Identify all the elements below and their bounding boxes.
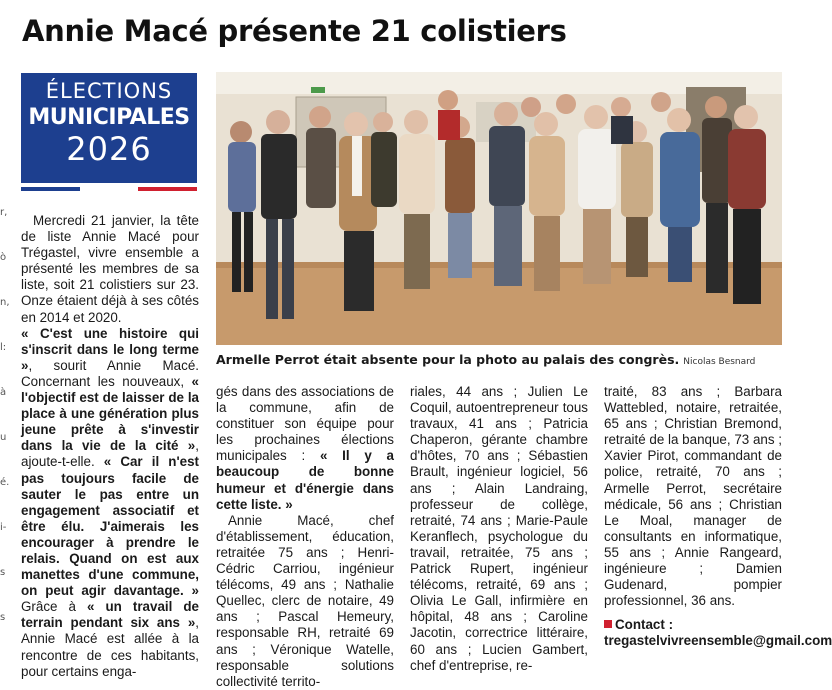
quote-paragraph — [21, 326, 199, 680]
elections-badge — [21, 73, 197, 183]
quote-1: « C'est une histoire qui s'inscrit dans le long terme » — [21, 325, 199, 373]
edge-fragment: n, — [0, 297, 10, 308]
badge-line2: MUNICIPALES — [28, 105, 190, 130]
quote-2: « l'objectif est de laisser de la place à une génération plus jeune prête à s'investir dans la vie de la cité » — [21, 373, 199, 454]
article-column-1 — [21, 213, 199, 680]
text-4: , Annie Macé est allée à la rencontre de ces habitants, pour certains enga- — [21, 615, 199, 679]
edge-fragment: ò — [0, 252, 7, 263]
contact-text: Contact : tregastelvivreensemble@gmail.com — [604, 617, 832, 649]
edge-fragment: l: — [0, 342, 7, 353]
intro-paragraph: Mercredi 21 janvier, la tête de liste Annie Macé pour Trégastel, vivre ensemble a présenté les membres de sa liste, soit 21 colistiers sur 23. Onze étaient déjà à ses côtés en 2014 et 2020. — [21, 213, 199, 325]
edge-fragment: à — [0, 387, 7, 398]
red-square-icon — [604, 620, 612, 628]
col2-quote: « Il y a beaucoup de bonne humeur et d'énergie dans cette liste. » — [216, 448, 394, 512]
contact-line — [604, 617, 832, 649]
tricolor-stripe — [21, 187, 197, 191]
stripe-blue — [21, 187, 80, 191]
col4-paragraph: traité, 83 ans ; Barbara Wattebled, notaire, retraitée, 65 ans ; Christian Bremond, retraité de la banque, 73 ans ; Xavier Pirot, commandant de police, retraité, 70 ans ; Armelle Perrot, secrétaire médicale, 56 ans ; Christian Le Moal, manager de consultants en informatique, 55 ans ; Annie Rangeard, ingénieure ; Damien Gudenard, pompier professionnel, 36 ans. — [604, 384, 782, 609]
caption-text: Armelle Perrot était absente pour la photo au palais des congrès. — [216, 352, 680, 367]
edge-fragment: r, — [0, 207, 8, 218]
stripe-white — [80, 187, 139, 191]
text-3: Grâce à — [21, 599, 87, 615]
badge-line1: ÉLECTIONS — [45, 79, 173, 103]
edge-fragment: s — [0, 612, 6, 623]
col2-paragraph-2: Annie Macé, chef d'établissement, éducation, retraitée 75 ans ; Henri-Cédric Carriou, ingénieur télécoms, 49 ans ; Nathalie Quellec, clerc de notaire, 49 ans ; Pascal Hemeury, responsable RH, retraité 69 ans ; Véronique Watelle, responsable solutions collectivité territo- — [216, 512, 394, 689]
article-column-3 — [410, 384, 588, 674]
edge-fragment: é. — [0, 477, 10, 488]
col2-paragraph-1 — [216, 384, 394, 513]
photo-credit: Nicolas Besnard — [683, 357, 756, 367]
stripe-red — [138, 187, 197, 191]
text-2: , ajoute-t-elle. — [21, 438, 199, 470]
badge-year: 2026 — [66, 130, 152, 168]
neighbor-article-edge — [0, 205, 10, 645]
group-photo — [216, 72, 782, 345]
quote-4: « un travail de terrain pendant six ans » — [21, 599, 200, 631]
article-headline: Annie Macé présente 21 colistiers — [22, 14, 567, 48]
edge-fragment: i- — [0, 522, 7, 533]
col2-text: gés dans des associations de la commune, afin de constituer son équipe pour les prochaines élections municipales : — [216, 384, 394, 464]
edge-fragment: s — [0, 567, 6, 578]
article-column-4 — [604, 384, 832, 650]
quote-3: « Car il n'est pas toujours facile de sauter le pas entre un engagement associatif et être élu. J'aimerais les encourager à prendre le relais. Quand on est aux manettes d'une commune, on peut agir davantage. » — [21, 454, 199, 599]
col3-paragraph: riales, 44 ans ; Julien Le Coquil, autoentrepreneur tous travaux, 41 ans ; Patricia Chaperon, gérante chambre d'hôtes, 70 ans ; Sébastien Brault, ingénieur logiciel, 56 ans ; Alain Landraing, professeur de collège, retraité, 74 ans ; Marie-Paule Keranflech, psychologue du travail, retraitée, 75 ans ; Patrick Rupert, ingénieur télécoms, retraité, 69 ans ; Olivia Le Gall, infirmière en hôpital, 48 ans ; Caroline Jacotin, correctrice littéraire, 60 ans ; Lucien Gambert, chef d'entreprise, re- — [410, 384, 588, 673]
edge-fragment: u — [0, 432, 7, 443]
article-column-2 — [216, 384, 394, 690]
photo-caption — [216, 352, 782, 367]
text-1: , sourit Annie Macé. Concernant les nouveaux, — [21, 357, 199, 389]
